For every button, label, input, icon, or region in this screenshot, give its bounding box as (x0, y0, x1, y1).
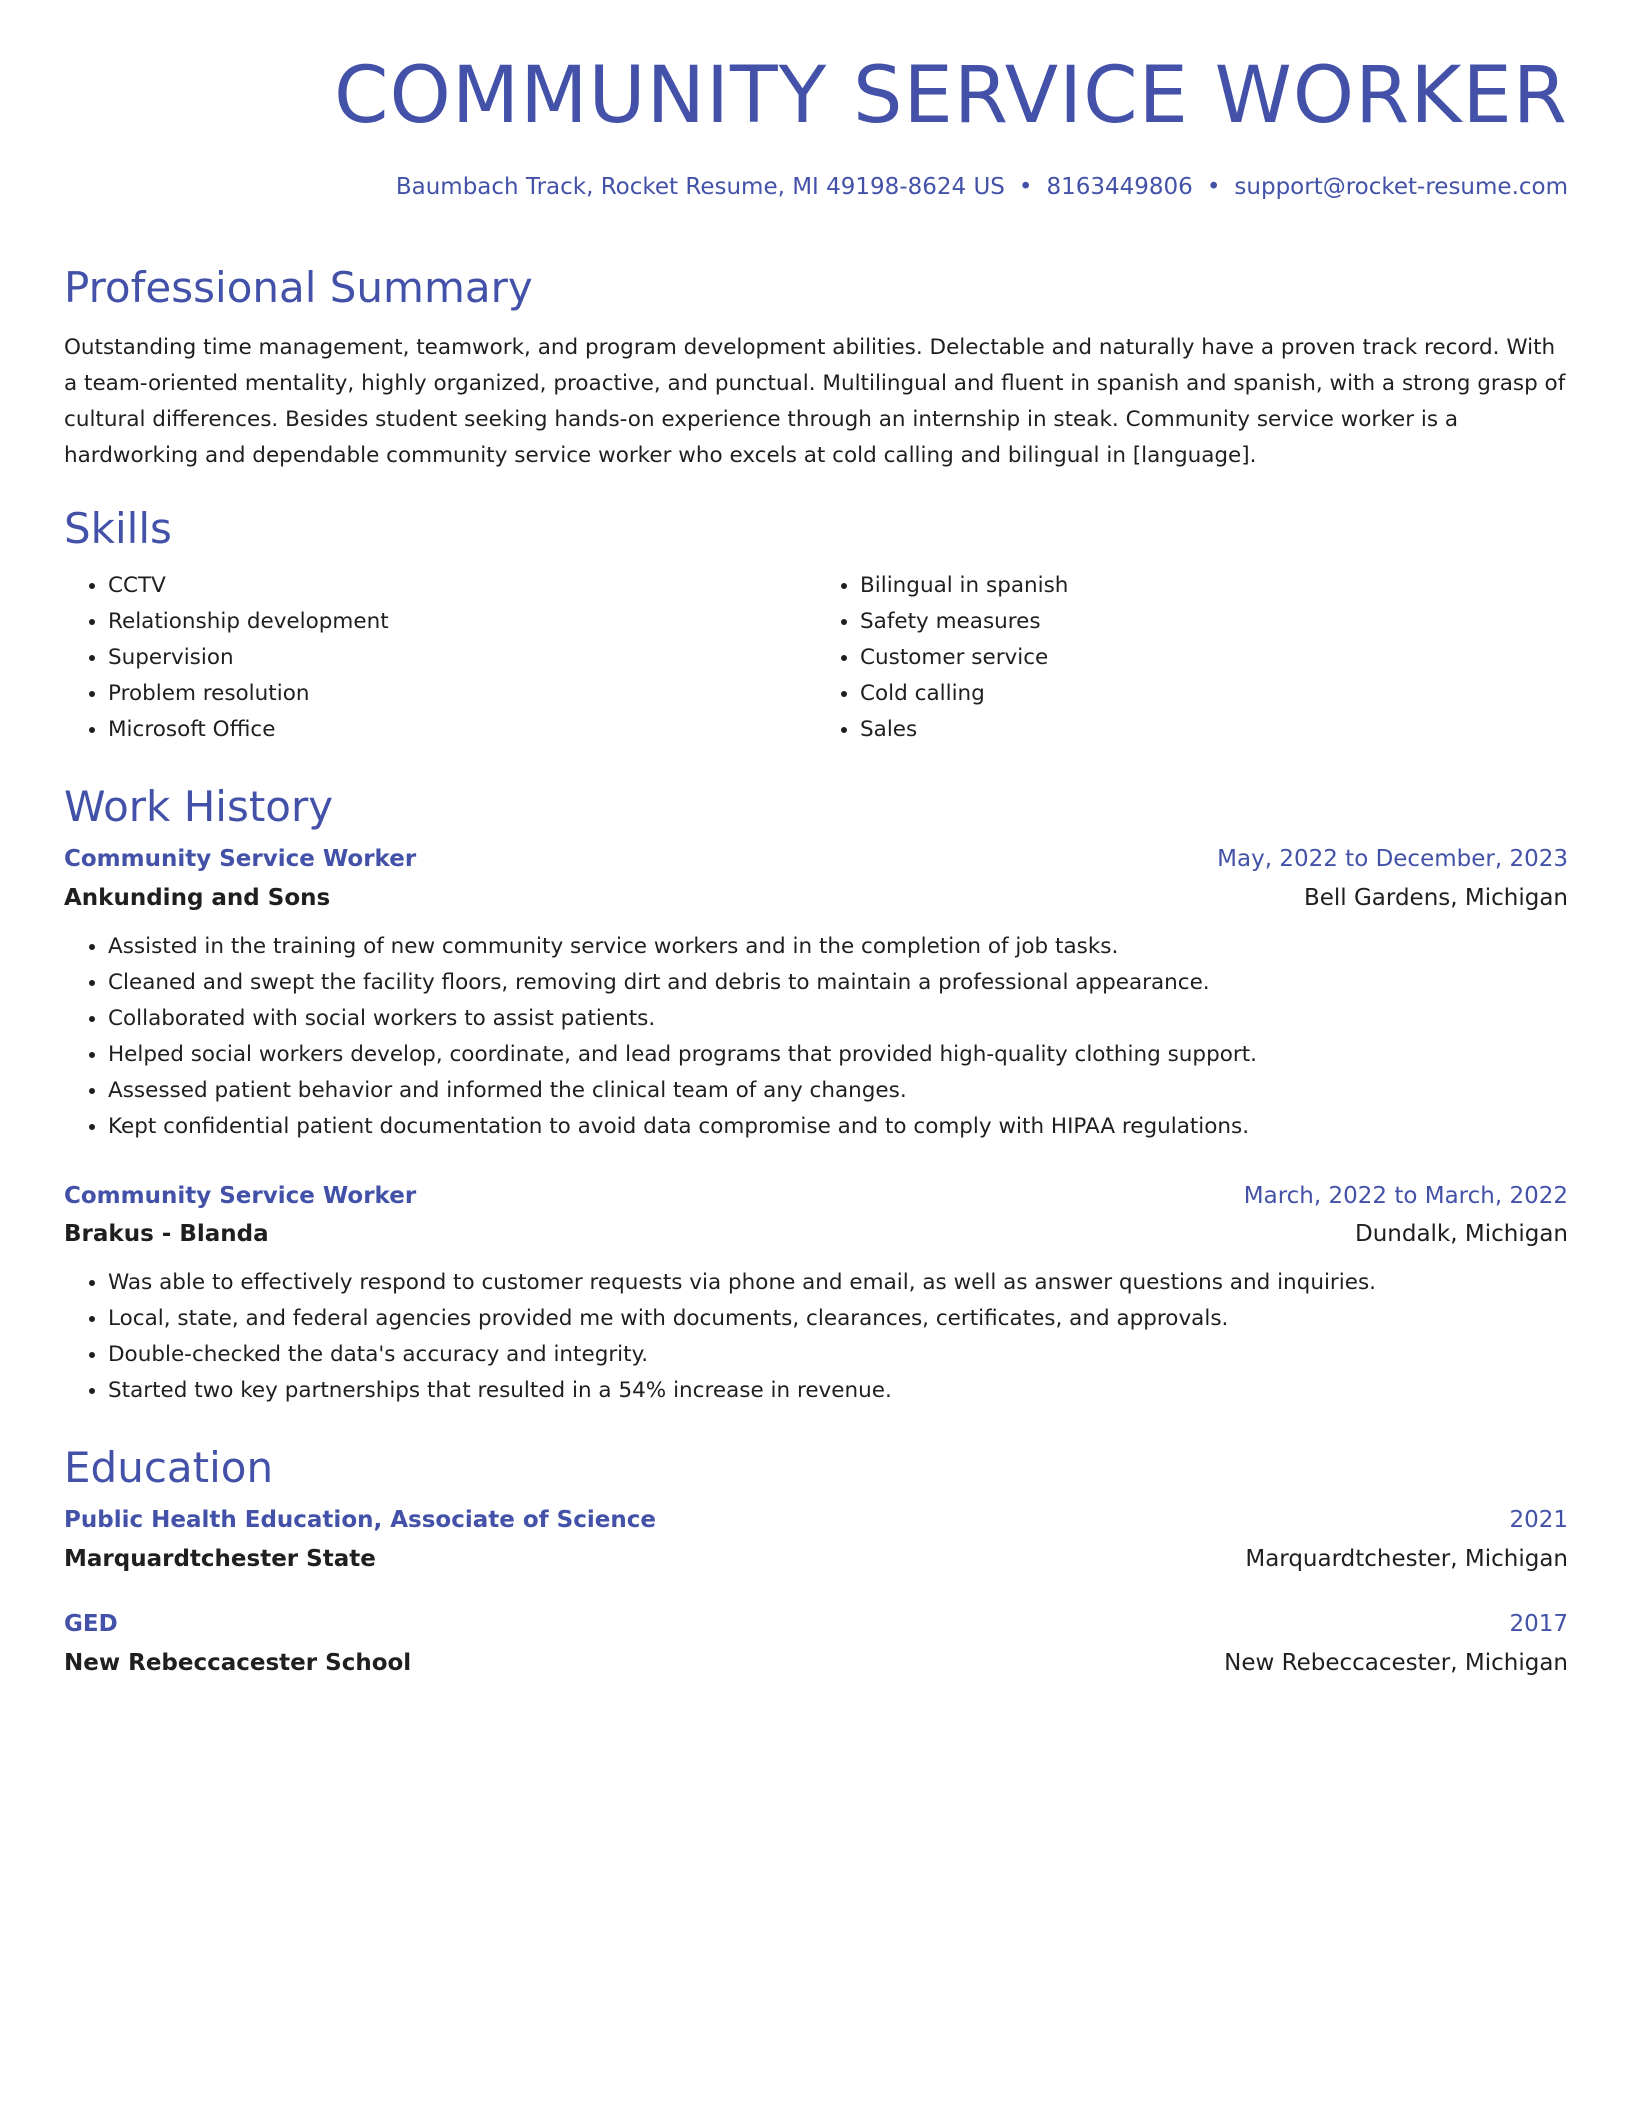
job-bullet: • Assessed patient behavior and informed the clinical team of any changes. (108, 1073, 1568, 1109)
summary-text: Outstanding time management, teamwork, and program development abilities. Delectable and naturally have a proven track record. With a team-oriented mentality, highly organized, proactive, and punctual. Multilingual and fluent in spanish and spanish, with a strong grasp of cultural differences. Besides student seeking hands-on experience through an internship in steak. Community service worker is a hardworking and dependable community service worker who excels at cold calling and bilingual in [language]. (64, 334, 1566, 468)
section-title-summary: Professional Summary (64, 263, 533, 313)
skills-grid (64, 568, 1568, 748)
education-degree-row (64, 1507, 1568, 1535)
job-bullet: • Kept confidential patient documentation to avoid data compromise and to comply with HIPAA regulations. (108, 1109, 1568, 1145)
contact-email[interactable]: support@rocket-resume.com (1234, 173, 1568, 200)
section-title-work-history: Work History (64, 781, 334, 831)
section-title-skills: Skills (64, 503, 172, 553)
skill-item: • Microsoft Office (108, 712, 816, 748)
job-entry (64, 846, 1568, 1144)
education-entry (64, 1611, 1568, 1677)
skill-item: • Customer service (860, 640, 1568, 676)
contact-separator: • (1206, 173, 1221, 200)
contact-address: Baumbach Track, Rocket Resume, MI 49198-8624 US (395, 173, 1005, 200)
job-title-row (64, 1183, 1568, 1211)
contact-phone: 8163449806 (1046, 173, 1193, 200)
skill-item: • CCTV (108, 568, 816, 604)
education-location: New Rebeccacester, Michigan (1224, 1649, 1568, 1676)
contact-line (64, 174, 1568, 202)
job-bullet: • Collaborated with social workers to assist patients. (108, 1001, 1568, 1037)
job-title: Community Service Worker (64, 1182, 417, 1209)
contact-separator: • (1018, 173, 1033, 200)
job-location: Dundalk, Michigan (1354, 1221, 1568, 1248)
job-title: Community Service Worker (64, 846, 417, 873)
job-company: Ankunding and Sons (64, 884, 331, 911)
job-location: Bell Gardens, Michigan (1303, 884, 1568, 911)
education-section (64, 1443, 1568, 1678)
education-school-row (64, 1546, 1568, 1574)
job-bullet: • Local, state, and federal agencies provided me with documents, clearances, certificates, and approvals. (108, 1301, 1568, 1337)
job-bullet: • Helped social workers develop, coordinate, and lead programs that provided high-quality clothing support. (108, 1037, 1568, 1073)
job-bullets (64, 1265, 1568, 1409)
resume-header (64, 50, 1568, 201)
job-bullet: • Assisted in the training of new community service workers and in the completion of job tasks. (108, 929, 1568, 965)
job-bullet: • Was able to effectively respond to customer requests via phone and email, as well as answer questions and inquiries. (108, 1265, 1568, 1301)
job-bullet: • Started two key partnerships that resulted in a 54% increase in revenue. (108, 1373, 1568, 1409)
skills-section (64, 504, 1568, 748)
job-bullets (64, 929, 1568, 1145)
education-location: Marquardtchester, Michigan (1245, 1545, 1568, 1572)
job-company: Brakus - Blanda (64, 1221, 269, 1248)
job-entry (64, 1183, 1568, 1409)
job-company-row (64, 1221, 1568, 1249)
education-year: 2021 (1509, 1507, 1568, 1534)
skill-item: • Bilingual in spanish (860, 568, 1568, 604)
education-entry (64, 1507, 1568, 1573)
job-dates: March, 2022 to March, 2022 (1243, 1182, 1568, 1209)
education-school: New Rebeccacester School (64, 1649, 412, 1676)
education-school-row (64, 1650, 1568, 1678)
education-school: Marquardtchester State (64, 1545, 376, 1572)
section-title-education: Education (64, 1442, 274, 1492)
candidate-name: COMMUNITY SERVICE WORKER (334, 51, 1568, 141)
job-dates: May, 2022 to December, 2023 (1217, 846, 1568, 873)
job-company-row (64, 885, 1568, 913)
skill-item: • Relationship development (108, 604, 816, 640)
education-degree: GED (64, 1611, 118, 1638)
education-year: 2017 (1509, 1611, 1568, 1638)
skill-item: • Supervision (108, 640, 816, 676)
skill-item: • Sales (860, 712, 1568, 748)
skills-column-right (816, 568, 1568, 748)
skill-item: • Safety measures (860, 604, 1568, 640)
education-degree-row (64, 1611, 1568, 1639)
job-title-row (64, 846, 1568, 874)
professional-summary-section (64, 263, 1568, 473)
job-bullet: • Cleaned and swept the facility floors, removing dirt and debris to maintain a professional appearance. (108, 965, 1568, 1001)
skills-column-left (64, 568, 816, 748)
job-bullet: • Double-checked the data's accuracy and integrity. (108, 1337, 1568, 1373)
skill-item: • Problem resolution (108, 676, 816, 712)
work-history-section (64, 782, 1568, 1409)
education-degree: Public Health Education, Associate of Science (64, 1507, 656, 1534)
skill-item: • Cold calling (860, 676, 1568, 712)
